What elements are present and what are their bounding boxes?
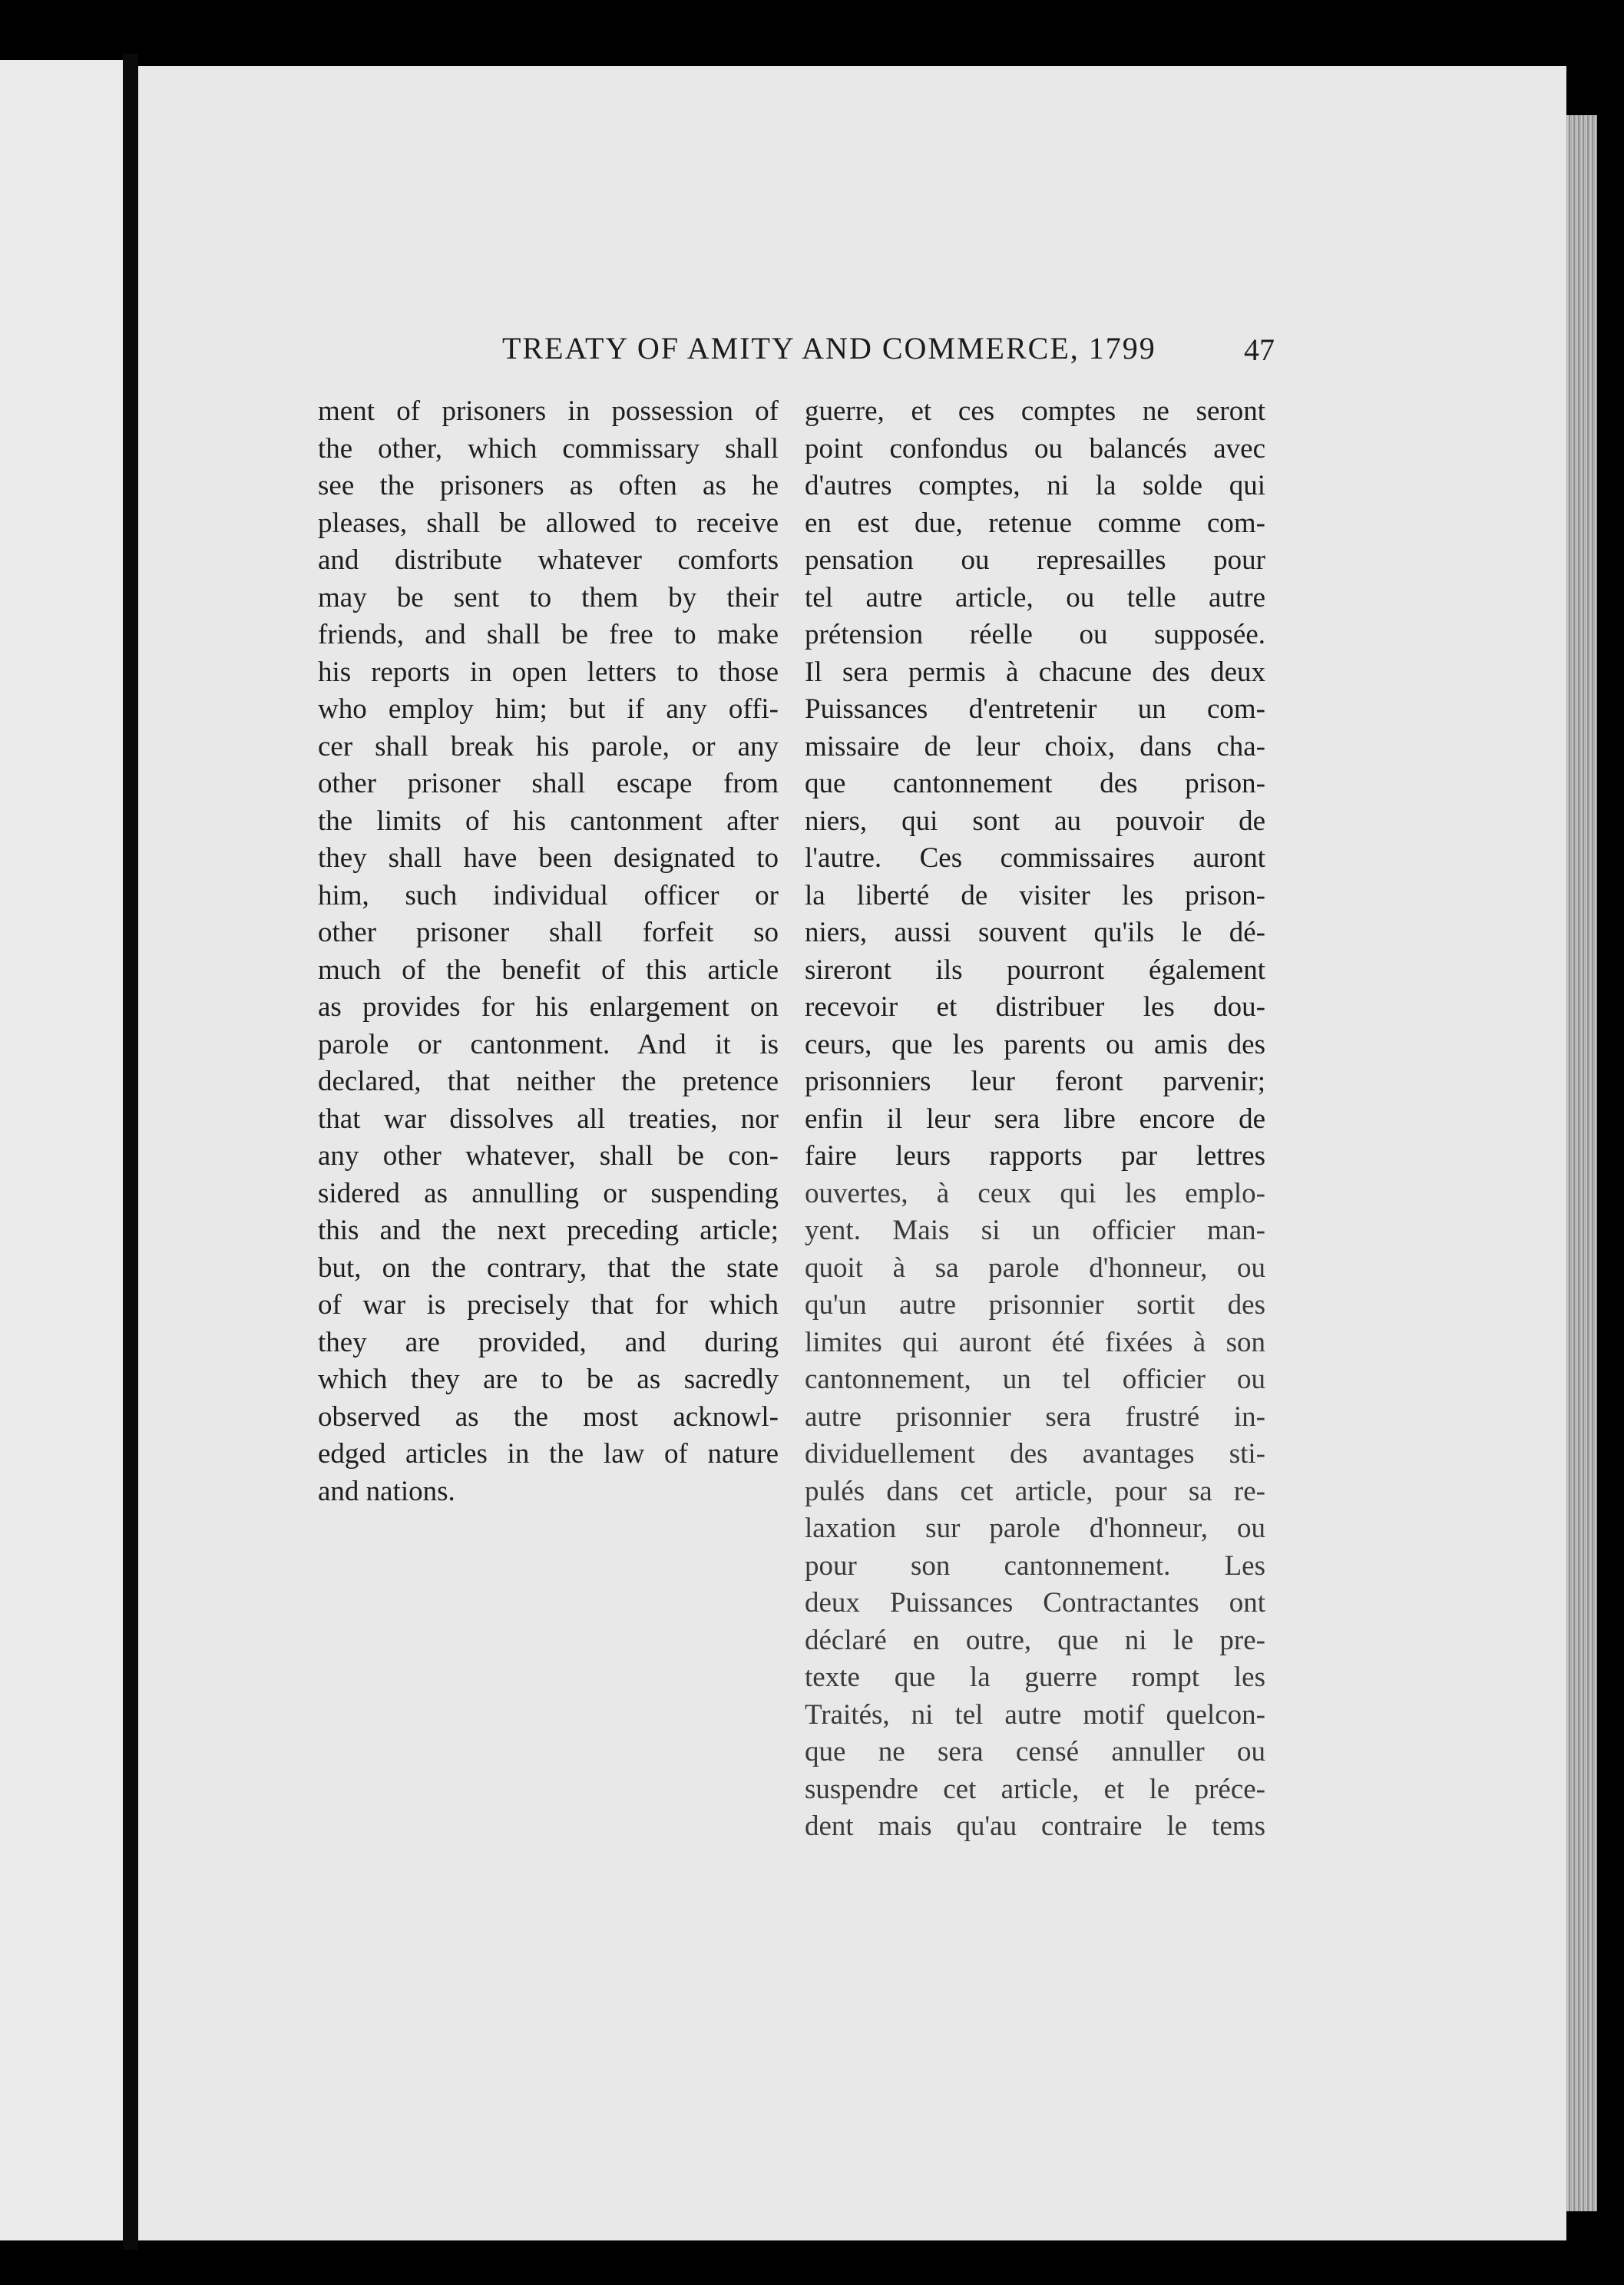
- text-line: limites qui auront été fixées à son: [805, 1326, 1265, 1358]
- text-line: suspendre cet article, et le préce-: [805, 1773, 1265, 1805]
- text-line: faire leurs rapports par lettres: [805, 1140, 1265, 1172]
- text-line: prisonniers leur feront parvenir;: [805, 1066, 1265, 1097]
- text-line: ouvertes, à ceux qui les emplo-: [805, 1177, 1265, 1209]
- text-line: Puissances d'entretenir un com-: [805, 693, 1265, 725]
- text-line: prétension réelle ou supposée.: [805, 619, 1265, 650]
- text-line: ment of prisoners in possession of: [318, 395, 779, 427]
- text-line: but, on the contrary, that the state: [318, 1252, 779, 1284]
- text-line: other prisoner shall escape from: [318, 768, 779, 799]
- text-line: pleases, shall be allowed to receive: [318, 507, 779, 539]
- text-line: quoit à sa parole d'honneur, ou: [805, 1252, 1265, 1284]
- text-line: the other, which commissary shall: [318, 432, 779, 465]
- text-line: d'autres comptes, ni la solde qui: [805, 470, 1265, 501]
- text-line: missaire de leur choix, dans cha-: [805, 730, 1265, 762]
- text-line: edged articles in the law of nature: [318, 1438, 779, 1470]
- page-number: 47: [1244, 332, 1275, 367]
- text-line: and distribute whatever comforts: [318, 544, 779, 576]
- text-line: friends, and shall be free to make: [318, 619, 779, 650]
- text-line: sidered as annulling or suspending: [318, 1177, 779, 1209]
- running-head: [0, 330, 1624, 376]
- text-line: cantonnement, un tel officier ou: [805, 1364, 1265, 1395]
- text-line: they shall have been designated to: [318, 842, 779, 874]
- text-line: him, such individual officer or: [318, 879, 779, 911]
- text-line: see the prisoners as often as he: [318, 470, 779, 501]
- text-line: dividuellement des avantages sti-: [805, 1438, 1265, 1470]
- text-line: déclaré en outre, que ni le pre-: [805, 1624, 1265, 1656]
- text-line: pulés dans cet article, pour sa re-: [805, 1475, 1265, 1507]
- text-line: texte que la guerre rompt les: [805, 1662, 1265, 1693]
- text-line: deux Puissances Contractantes ont: [805, 1587, 1265, 1619]
- text-line: which they are to be as sacredly: [318, 1364, 779, 1395]
- text-line: point confondus ou balancés avec: [805, 432, 1265, 465]
- page-stack-edge: [1566, 115, 1597, 2211]
- text-line: pour son cantonnement. Les: [805, 1549, 1265, 1582]
- text-line: la liberté de visiter les prison-: [805, 879, 1265, 911]
- text-line: pensation ou represailles pour: [805, 544, 1265, 576]
- text-line: observed as the most acknowl-: [318, 1400, 779, 1433]
- text-line: enfin il leur sera libre encore de: [805, 1103, 1265, 1135]
- french-text-column: [805, 393, 1265, 1846]
- text-line: they are provided, and during: [318, 1326, 779, 1358]
- text-line: much of the benefit of this article: [318, 954, 779, 986]
- text-line: of war is precisely that for which: [318, 1289, 779, 1321]
- text-line: Traités, ni tel autre motif quelcon-: [805, 1698, 1265, 1731]
- text-line: qu'un autre prisonnier sortit des: [805, 1289, 1265, 1321]
- text-line: que ne sera censé annuller ou: [805, 1736, 1265, 1767]
- text-line: tel autre article, ou telle autre: [805, 581, 1265, 613]
- text-line: autre prisonnier sera frustré in-: [805, 1400, 1265, 1433]
- text-line: and nations.: [318, 1475, 455, 1507]
- text-line: ceurs, que les parents ou amis des: [805, 1028, 1265, 1060]
- text-line: as provides for his enlargement on: [318, 991, 779, 1023]
- text-line: declared, that neither the pretence: [318, 1066, 779, 1097]
- text-line: cer shall break his parole, or any: [318, 730, 779, 762]
- text-line: that war dissolves all treaties, nor: [318, 1103, 779, 1135]
- text-line: niers, aussi souvent qu'ils le dé-: [805, 917, 1265, 948]
- text-line: the limits of his cantonment after: [318, 805, 779, 837]
- text-line: Il sera permis à chacune des deux: [805, 656, 1265, 688]
- text-line: parole or cantonment. And it is: [318, 1028, 779, 1060]
- text-line: recevoir et distribuer les dou-: [805, 991, 1265, 1023]
- running-title: TREATY OF AMITY AND COMMERCE, 1799: [502, 331, 1156, 365]
- text-line: que cantonnement des prison-: [805, 768, 1265, 799]
- text-line: dent mais qu'au contraire le tems: [805, 1810, 1265, 1842]
- text-line: any other whatever, shall be con-: [318, 1140, 779, 1172]
- text-line: who employ him; but if any offi-: [318, 693, 779, 725]
- text-line: this and the next preceding article;: [318, 1215, 779, 1246]
- text-line: sireront ils pourront également: [805, 954, 1265, 986]
- text-line: his reports in open letters to those: [318, 656, 779, 688]
- text-line: guerre, et ces comptes ne seront: [805, 395, 1265, 427]
- text-line: other prisoner shall forfeit so: [318, 917, 779, 948]
- text-line: l'autre. Ces commissaires auront: [805, 842, 1265, 874]
- left-page-edge: [0, 60, 123, 2240]
- text-line: laxation sur parole d'honneur, ou: [805, 1513, 1265, 1544]
- book-gutter: [123, 54, 138, 2250]
- text-line: yent. Mais si un officier man-: [805, 1215, 1265, 1246]
- english-text-column: [318, 393, 779, 1510]
- text-line: may be sent to them by their: [318, 581, 779, 613]
- text-line: en est due, retenue comme com-: [805, 507, 1265, 539]
- text-line: niers, qui sont au pouvoir de: [805, 805, 1265, 837]
